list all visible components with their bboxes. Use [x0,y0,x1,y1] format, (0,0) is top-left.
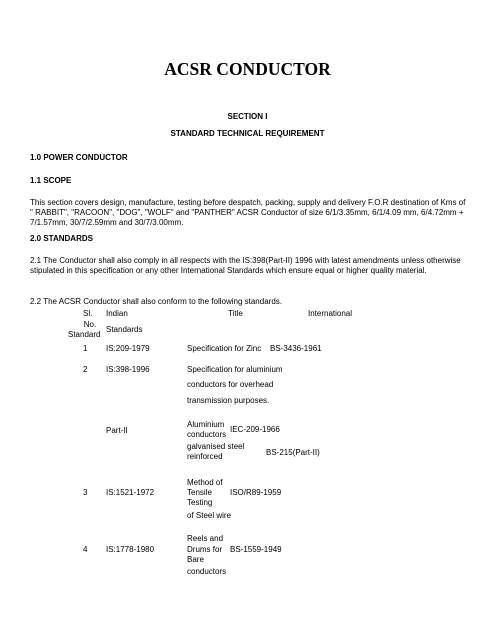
row3-international: ISO/R89-1959 [230,488,282,497]
header-sl: Sl. [83,309,93,318]
header-indian: Indian [106,309,128,318]
paragraph-2-1: 2.1 The Conductor shall also comply in all respects with the IS:398(Part-II) 1996 with latest amendments unless otherwise stipulated in this specification or any other International Standards which ensure equal or higher quality material. [30,256,461,276]
row4-title-line4: conductors [187,567,227,576]
paragraph-2-2: 2.2 The ACSR Conductor shall also conform to the following standards. [30,297,282,306]
row4-title-line1: Reels and [187,534,224,543]
row2-indian: IS:398-1996 [106,365,150,374]
row1-sl: 1 [83,344,88,353]
row4-sl: 4 [83,545,88,554]
heading-standards: 2.0 STANDARDS [30,234,93,243]
header-title: Title [228,309,243,318]
heading-power-conductor: 1.0 POWER CONDUCTOR [30,153,128,162]
part-ii-title-line3: galvanised steel [187,442,245,451]
part-ii-title-line2: conductors [187,430,227,439]
section-heading: SECTION I [227,112,268,121]
row2-title-line2: conductors for overhead [187,380,274,389]
row2-title-line1: Specification for aluminium [187,365,283,374]
row4-title-line2: Drums for [187,545,223,554]
row1-international: BS-3436-1961 [270,344,322,353]
row4-indian: IS:1778-1980 [106,545,155,554]
row3-title-line2: Tensile [187,488,212,497]
document-title: ACSR CONDUCTOR [164,59,331,79]
row2-title-line3: transmission purposes. [187,396,270,405]
part-ii-title-line1: Aluminium [187,420,225,429]
row4-international: BS-1559-1949 [230,545,282,554]
header-standards: Standards [106,325,143,334]
part-ii-international-1: IEC-209-1966 [230,425,280,434]
part-ii-indian: Part-II [106,426,128,435]
part-ii-title-line4: reinforced [187,452,223,461]
heading-scope: 1.1 SCOPE [30,176,72,185]
header-no: No. [83,320,97,329]
header-standard: Standard [68,330,101,339]
row3-title-line1: Method of [187,478,223,487]
row1-title: Specification for Zinc [187,344,262,353]
row3-indian: IS:1521-1972 [106,488,155,497]
subtitle-heading: STANDARD TECHNICAL REQUIREMENT [170,129,325,138]
row3-title-line3: Testing [187,498,213,507]
row3-title-line4: of Steel wire [187,511,232,520]
row2-sl: 2 [83,365,88,374]
part-ii-international-2: BS-215(Part-II) [266,448,320,457]
row1-indian: IS:209-1979 [106,344,150,353]
scope-paragraph: This section covers design, manufacture, testing before despatch, packing, supply and delivery F.O.R destination of Kms of " RABBIT", "RACOON", "DOG", "WOLF" and "PANTHER" ACSR Conductor of size 6/1/3.35mm, 6/1/4.09 mm, 6/4.72mm + 7/1.57mm, 30/7/2.59mm and 30/7/3.00mm. [30,198,466,228]
row3-sl: 3 [83,488,88,497]
header-international: International [308,309,353,318]
row4-title-line3: Bare [187,555,204,564]
